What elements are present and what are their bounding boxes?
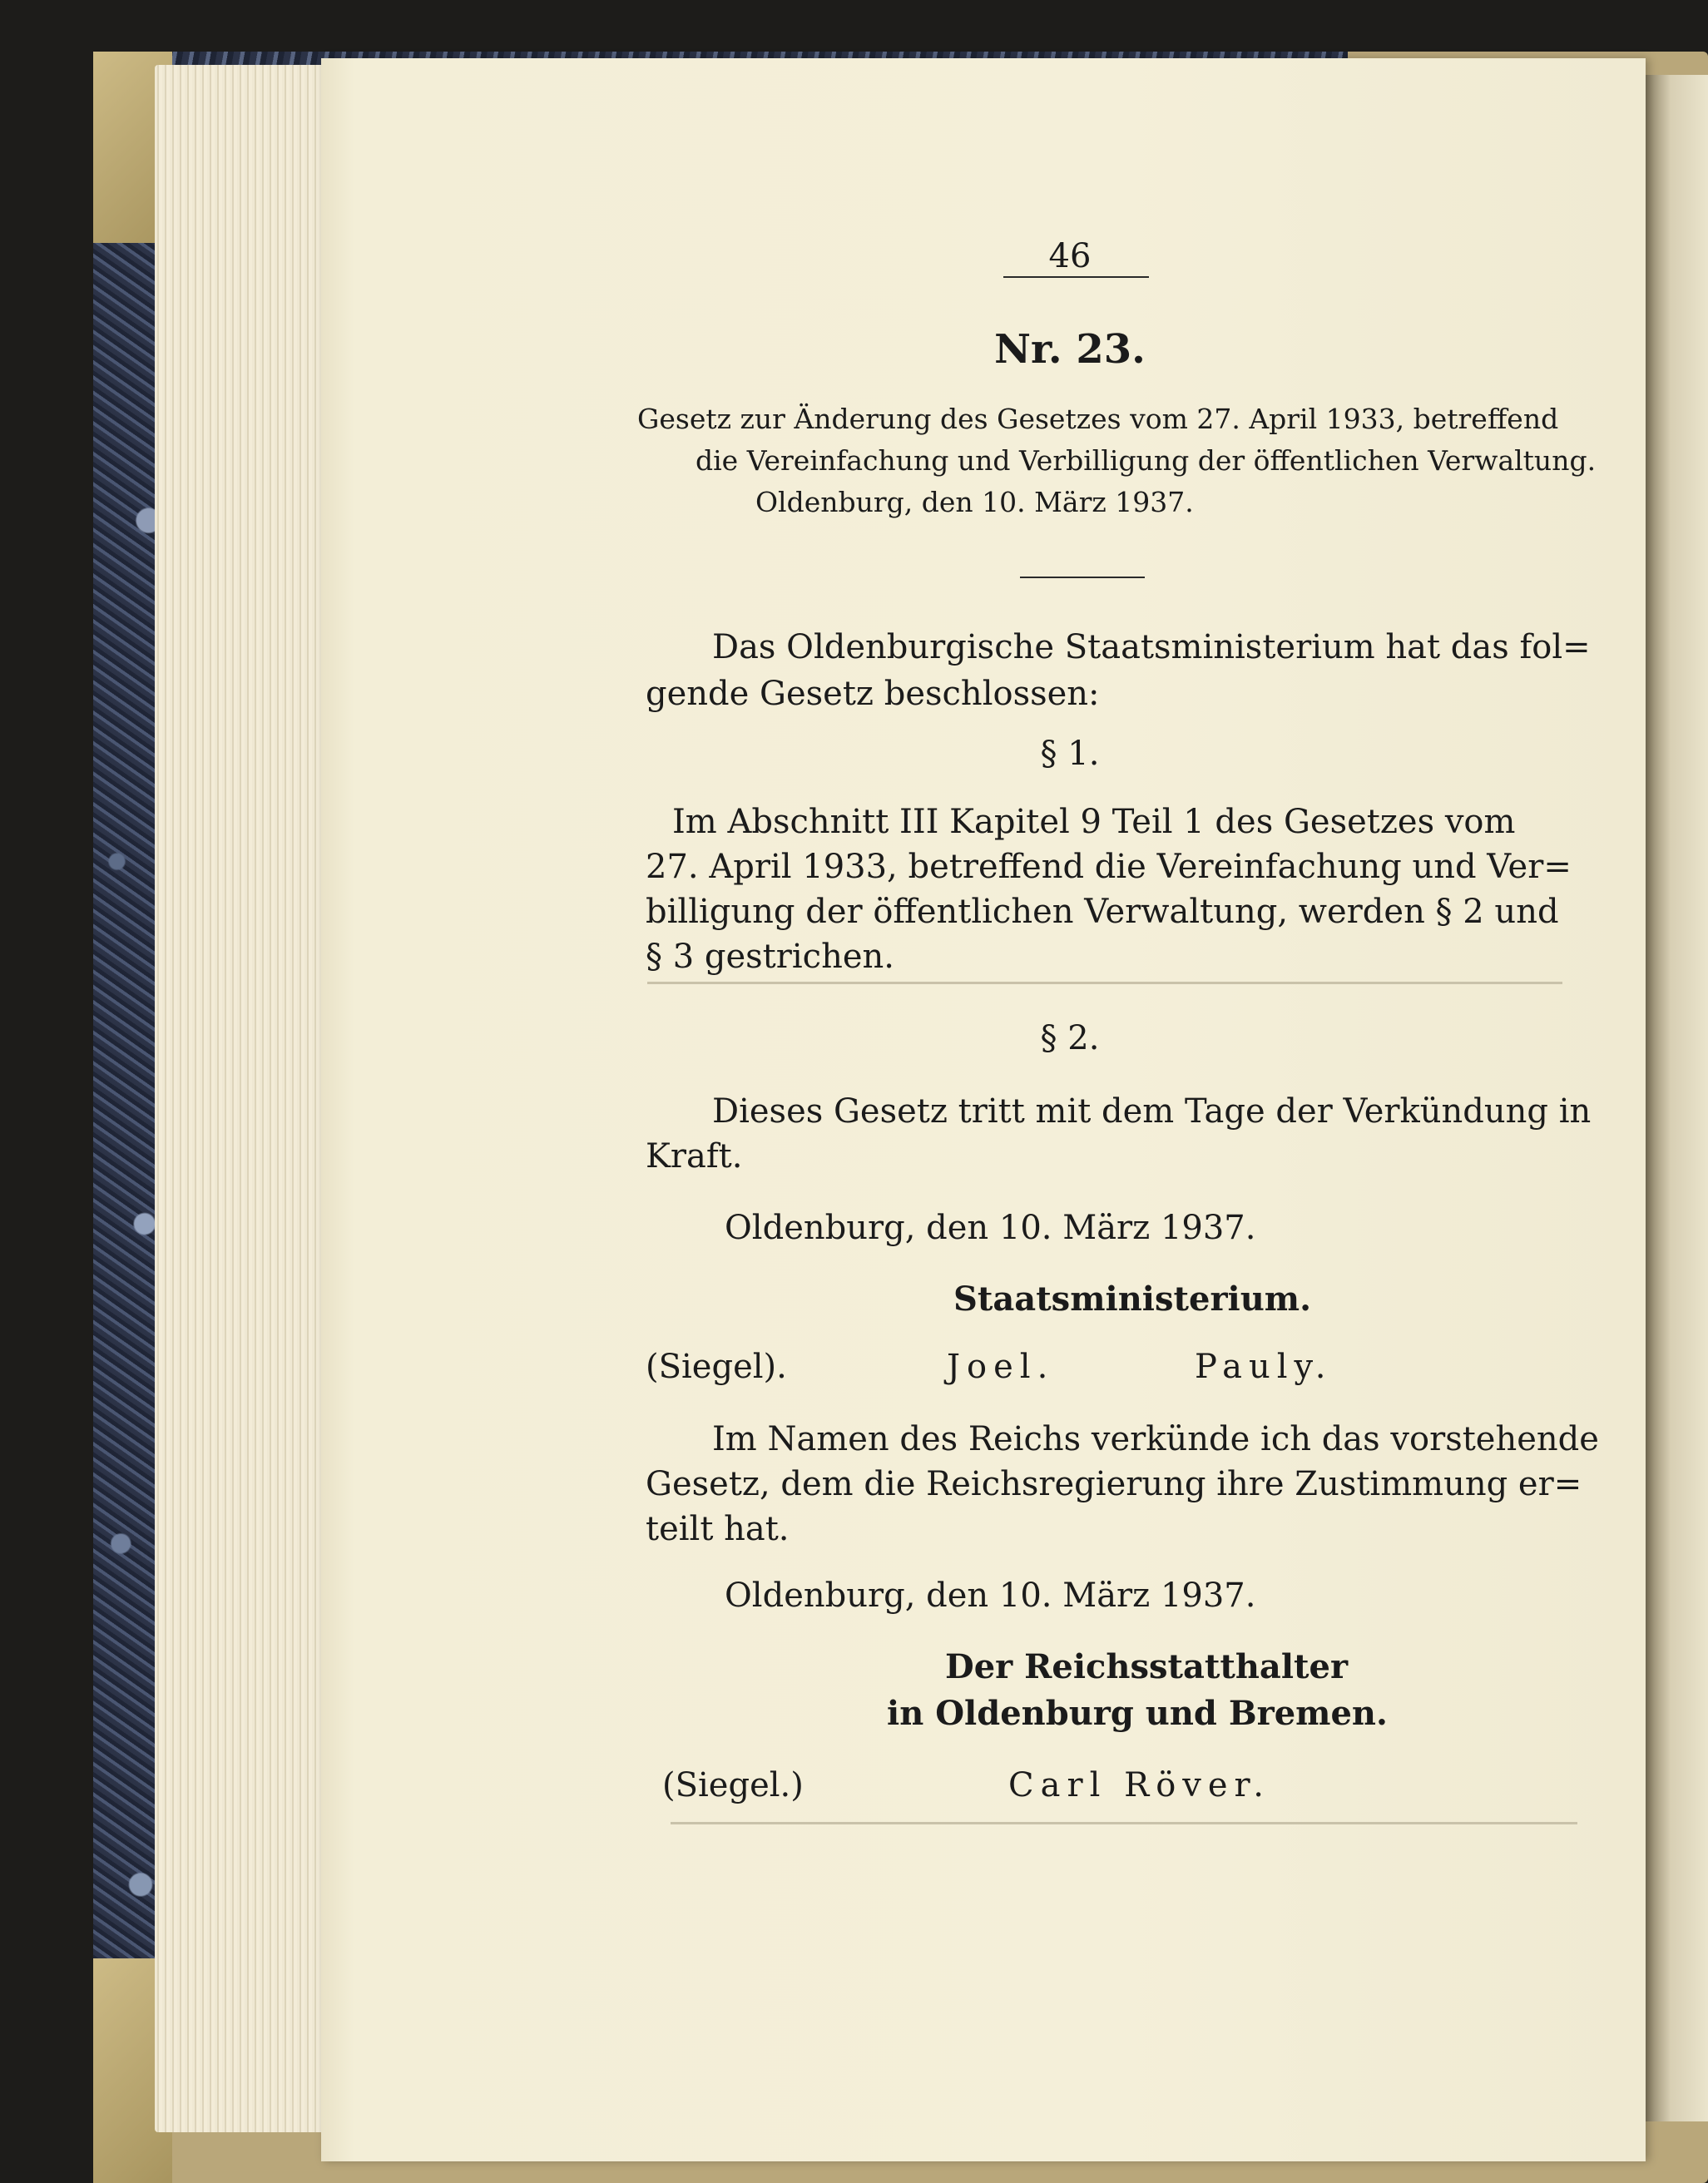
- signer-carl-roever: Carl Röver.: [1008, 1766, 1270, 1804]
- section-1-line-4: § 3 gestrichen.: [646, 938, 894, 976]
- subtitle-date: Oldenburg, den 10. März 1937.: [755, 486, 1194, 518]
- page-number-rule: [1003, 276, 1149, 278]
- section-2-title: § 2.: [1040, 1019, 1100, 1057]
- date-line-2: Oldenburg, den 10. März 1937.: [725, 1577, 1256, 1615]
- subtitle-line-2: die Vereinfachung und Verbilligung der öffentlichen Verwaltung.: [696, 444, 1597, 477]
- section-1-line-3: billigung der öffentlichen Verwaltung, werden § 2 und: [646, 893, 1559, 931]
- heading: Nr. 23.: [994, 326, 1146, 373]
- intro-line-1: Das Oldenburgische Staatsministerium hat das fol=: [712, 628, 1591, 666]
- section-2-line-1: Dieses Gesetz tritt mit dem Tage der Verkündung in: [712, 1092, 1592, 1131]
- separator-rule: [1020, 577, 1145, 578]
- proclamation-line-2: Gesetz, dem die Reichsregierung ihre Zustimmung er=: [646, 1465, 1582, 1503]
- proclamation-line-1: Im Namen des Reichs verkünde ich das vorstehende: [712, 1420, 1599, 1458]
- proclamation-line-3: teilt hat.: [646, 1510, 790, 1548]
- section-1-line-2: 27. April 1933, betreffend die Vereinfachung und Ver=: [646, 848, 1572, 886]
- bleed-through-rule: [647, 982, 1562, 984]
- bleed-through-rule-bottom: [671, 1822, 1577, 1824]
- ministry-signature: Staatsministerium.: [953, 1280, 1312, 1319]
- page-edges: [155, 65, 329, 2132]
- section-1-title: § 1.: [1040, 735, 1100, 773]
- signer-pauly: Pauly.: [1195, 1348, 1333, 1386]
- section-1-line-1: Im Abschnitt III Kapitel 9 Teil 1 des Gesetzes vom: [672, 803, 1516, 841]
- subtitle-line-1: Gesetz zur Änderung des Gesetzes vom 27. April 1933, betreffend: [637, 403, 1559, 435]
- document-page: [321, 58, 1646, 2161]
- section-2-line-2: Kraft.: [646, 1137, 743, 1176]
- seal-1: (Siegel).: [646, 1348, 787, 1386]
- date-line-1: Oldenburg, den 10. März 1937.: [725, 1209, 1256, 1247]
- intro-line-2: gende Gesetz beschlossen:: [646, 675, 1100, 713]
- book-gutter: [1646, 75, 1708, 2121]
- seal-2: (Siegel.): [662, 1766, 804, 1804]
- signer-joel: Joel.: [947, 1348, 1055, 1386]
- page-number: 46: [1048, 237, 1092, 275]
- governor-title-line-2: in Oldenburg und Bremen.: [887, 1694, 1388, 1733]
- governor-title-line-1: Der Reichsstatthalter: [945, 1647, 1349, 1686]
